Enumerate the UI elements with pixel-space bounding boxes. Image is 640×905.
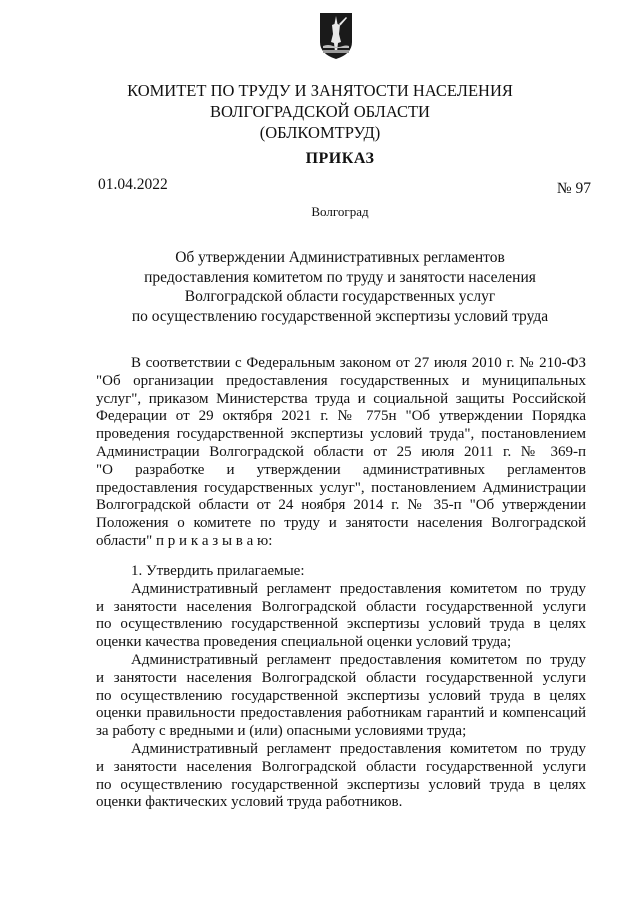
body-line: услуг", приказом Министерства труда и социальной защиты Российской (96, 390, 586, 407)
organization-name (0, 80, 640, 143)
document-date: 01.04.2022 (98, 176, 168, 193)
body-line: предоставления государственных услуг", постановлением Администрации (96, 479, 586, 496)
body-line: проведения государственной экспертизы условий труда", постановлением (96, 426, 586, 443)
body-line: Административный регламент предоставления комитетом по труду (131, 740, 586, 757)
body-line: Администрации Волгоградской области от 25 июля 2011 г. № 369-п (96, 443, 586, 460)
subject-line: предоставления комитетом по труду и занятости населения (144, 268, 536, 286)
body-line: оценки правильности предоставления работникам гарантий и компенсаций (96, 705, 586, 722)
subject-line: по осуществлению государственной экспертизы условий труда (131, 307, 549, 325)
body-line: Административный регламент предоставления комитетом по труду (131, 580, 586, 597)
body-line: области" п р и к а з ы в а ю: (96, 532, 273, 549)
preamble-paragraph (96, 355, 586, 551)
subject-line: Волгоградской области государственных услуг (184, 288, 496, 305)
body-line: Волгоградской области от 24 ноября 2014 г. № 35-п "Об утверждении (96, 497, 586, 514)
body-line: Административный регламент предоставления комитетом по труду (131, 651, 586, 668)
document-number: № 97 (556, 180, 591, 197)
body-line: Федерации от 29 октября 2021 г. № 775н "Об утверждении Порядка (96, 408, 586, 425)
body-line: за работу с вредными и (или) опасными условиями труда; (96, 723, 467, 740)
body-line: В соответствии с Федеральным законом от 27 июля 2010 г. № 210-ФЗ (131, 355, 586, 371)
body-line: по осуществлению государственной экспертизы условий труда в целях (96, 616, 586, 633)
body-line: по осуществлению государственной экспертизы условий труда в целях (96, 687, 586, 704)
document-city: Волгоград (311, 204, 369, 219)
body-line: и занятости населения Волгоградской области государственной услуги (96, 669, 586, 686)
document-type: ПРИКАЗ (305, 150, 375, 167)
org-line: КОМИТЕТ ПО ТРУДУ И ЗАНЯТОСТИ НАСЕЛЕНИЯ (127, 81, 513, 100)
body-line: и занятости населения Волгоградской области государственной услуги (96, 758, 586, 775)
body-line: оценки фактических условий труда работников. (96, 794, 403, 811)
body-line: "Об организации предоставления государственных и муниципальных (96, 372, 586, 389)
body-line: и занятости населения Волгоградской области государственной услуги (96, 598, 586, 615)
subject-line: Об утверждении Административных регламентов (175, 249, 505, 266)
volgograd-coat-of-arms-icon (319, 12, 353, 60)
body-line: оценки качества проведения специальной оценки условий труда; (96, 634, 512, 651)
body-line: по осуществлению государственной экспертизы условий труда в целях (96, 776, 586, 793)
item-heading: 1. Утвердить прилагаемые: (131, 563, 305, 579)
org-line: ВОЛГОГРАДСКОЙ ОБЛАСТИ (210, 102, 430, 121)
body-line: Положения о комитете по труду и занятости населения Волгоградской (96, 515, 586, 532)
org-line: (ОБЛКОМТРУД) (259, 123, 381, 142)
body-line: "О разработке и утверждении административных регламентов (96, 461, 586, 478)
order-items (96, 563, 586, 812)
document-subject (0, 248, 640, 326)
